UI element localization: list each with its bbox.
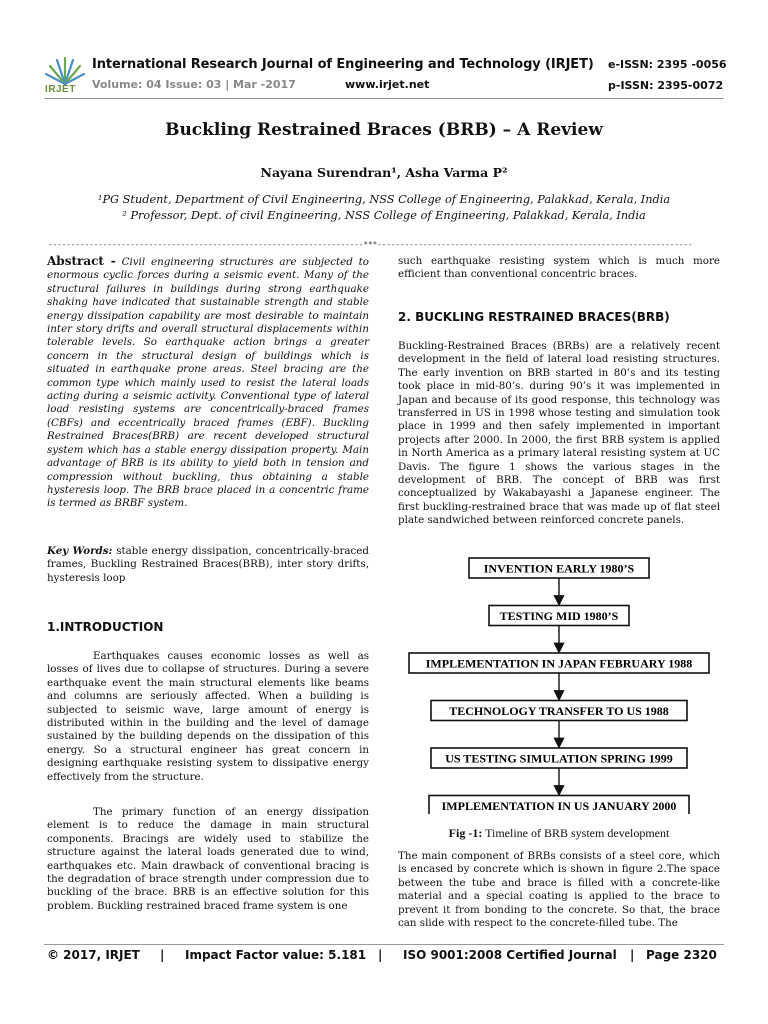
footer-page-number: Page 2320 [646, 948, 717, 962]
volume-issue: Volume: 04 Issue: 03 | Mar -2017 [92, 78, 296, 91]
intro-p2-text: The primary function of an energy dissipation element is to reduce the damage in main structural components. Bracings are widely used to stabilize the structure against the lateral loads generated due to wind, earthquakes etc. Main drawback of conventional bracing is the degradation of brace strength under compression due to buckling of the brace. BRB is an effective solution for this problem. Buckling restrained braced frame system is one [47, 806, 369, 912]
footer-divider [44, 944, 724, 945]
footer-sep-2: | [378, 948, 383, 962]
timeline-flowchart [398, 552, 720, 814]
right-paragraph-0 [398, 255, 720, 282]
pissn: p-ISSN: 2395-0072 [608, 79, 724, 92]
keywords [47, 545, 369, 585]
right-p0-text: such earthquake resisting system which is much more efficient than conventional concentric braces. [398, 255, 720, 281]
paper-authors: Nayana Surendran¹, Asha Varma P² [260, 165, 508, 180]
abstract-label: Abstract - [47, 254, 116, 268]
brb-paragraph-1 [398, 340, 720, 528]
intro-paragraph-2 [47, 806, 369, 913]
figure-caption [398, 826, 720, 841]
abstract-text: Civil engineering structures are subjected to enormous cyclic forces during a seismic event. Many of the structural failures in buildings during strong earthquake shaking have indicated that sustainable strength and stable energy dissipation capability are most desirable to maintain inter story drifts and overall structural displacements within tolerable levels. So earthquake action brings a greater concern in the structural design of buildings which is situated in earthquake prone areas. Steel bracing are the common type which mainly used to resist the lateral loads acting during a seismic activity. Conventional type of lateral load resisting systems are concentrically-braced frames (CBFs) and eccentrically braced frames (EBF). Buckling Restrained Braces(BRB) are recent developed structural system which has a stable energy dissipation property. Main advantage of BRB is its ability to yield both in tension and compression without buckling, thus obtaining a stable hysteresis loop. The BRB brace placed in a concentric frame is termed as BRBF system. [47, 256, 369, 510]
footer-sep-1: | [160, 948, 165, 962]
header-divider [44, 98, 724, 99]
flow-step-label-4: TECHNOLOGY TRANSFER TO US 1988 [449, 704, 669, 718]
figure-caption-text: Timeline of BRB system development [482, 826, 670, 840]
flow-step-label-5: US TESTING SIMULATION SPRING 1999 [445, 751, 673, 766]
brb-p2-text: The main component of BRBs consists of a steel core, which is encased by concrete which is shown in figure 2.The space between the tube and brace is filled with a concrete-like material and a special coating is applied to the brace to prevent it from bonding to the concrete. So that, the brace can slide with respect to the concrete-filled tube. The [398, 850, 720, 930]
logo-label: IRJET [45, 84, 76, 95]
brb-heading: 2. BUCKLING RESTRAINED BRACES(BRB) [398, 310, 670, 324]
brb-paragraph-2 [398, 850, 720, 930]
flow-step-label-3: IMPLEMENTATION IN JAPAN FEBRUARY 1988 [425, 656, 693, 671]
intro-p1-text: Earthquakes causes economic losses as well as losses of lives due to collapse of structures. During a severe earthquake event the main structural elements like beams and columns are seriously affected. When a building is subjected to seismic wave, large amount of energy is distributed within in the building and the level of damage sustained by the building depends on the dissipation of this energy. So a structural engineer has great concern in designing earthquake resisting system to dissipative energy effectively from the structure. [47, 650, 369, 783]
paper-title: Buckling Restrained Braces (BRB) – A Review [165, 120, 603, 140]
flow-step-label-6: IMPLEMENTATION IN US JANUARY 2000 [441, 799, 677, 813]
affiliation-2: ² Professor, Dept. of civil Engineering, NSS College of Engineering, Palakkad, Kerala, India [122, 209, 646, 222]
footer-iso: ISO 9001:2008 Certified Journal [403, 948, 617, 962]
footer-copyright: © 2017, IRJET [47, 948, 140, 962]
journal-website[interactable]: www.irjet.net [345, 78, 430, 91]
footer-sep-3: | [630, 948, 635, 962]
affiliation-1: ¹PG Student, Department of Civil Engineering, NSS College of Engineering, Palakkad, Kerala, India [97, 193, 671, 206]
intro-paragraph-1 [47, 650, 369, 784]
abstract [47, 255, 369, 511]
flow-step-label-2: TESTING MID 1980’S [499, 609, 619, 623]
journal-name: International Research Journal of Engineering and Technology (IRJET) [92, 57, 594, 72]
keywords-label: Key Words: [47, 545, 113, 557]
flow-step-label-1: INVENTION EARLY 1980’S [483, 561, 635, 576]
figure-caption-label: Fig -1: [448, 826, 483, 840]
section-separator: ---------------------------------------------------------------------***--------------------------------------------------------------------- [48, 240, 693, 249]
brb-p1-text: Buckling-Restrained Braces (BRBs) are a relatively recent development in the field of lateral load resisting structures. The early invention on BRB started in 80’s and its testing took place in mid-80’s. during 90’s it was implemented in Japan and because of its good response, this technology was transferred in US in 1998 whose testing and simulation took place in 1999 and then safely implemented in important projects after 2000. In 2000, the first BRB system is applied in North America as a primary lateral resisting system at UC Davis. The figure 1 shows the various stages in the development of BRB. The concept of BRB was first conceptualized by Wakabayashi a Japanese engineer. The first buckling-restrained brace that was made up of flat steel plate sandwiched between reinforced concrete panels. [398, 340, 720, 527]
intro-heading: 1.INTRODUCTION [47, 620, 164, 634]
keywords-text: stable energy dissipation, concentrically-braced frames, Buckling Restrained Braces(BRB), inter story drifts, hysteresis loop [47, 545, 369, 584]
footer-impact-factor: Impact Factor value: 5.181 [185, 948, 367, 962]
journal-header [0, 0, 768, 104]
eissn: e-ISSN: 2395 -0056 [608, 58, 727, 71]
